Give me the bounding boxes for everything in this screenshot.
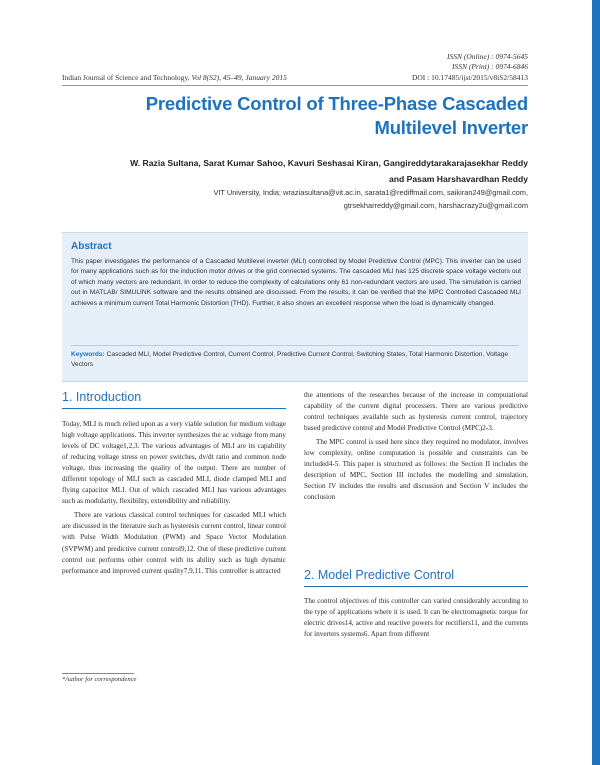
section-1-heading: 1. Introduction (62, 390, 142, 404)
journal-name: Indian Journal of Science and Technology, (62, 73, 190, 82)
intro-paragraph-3: the attentions of the researches because of the increase in computational capability of the current digital processers. There are various predictive control techniques available such as hysteresis current control, trajectory based predictive control and Model Predictive Control (MPC)2-3. (304, 391, 528, 433)
intro-paragraph-4: The MPC control is used here since they required no modulator, involves low complexity, online computation is possible and constraints can be included4-5. This paper is structured as follows: the Section II includes the description of MPC, Section III includes the modelling and simulation, Section IV includes the results and discussion and Section V includes the conclusion (304, 438, 528, 502)
issn-online: ISSN (Online) : 0974-5645 (446, 52, 528, 61)
author-line-2: and Pasam Harshavardhan Reddy (389, 174, 528, 184)
author-list (48, 155, 528, 187)
abstract-heading: Abstract (71, 241, 112, 252)
mpc-paragraph-1: The control objectives of this controller can varied considerably according to the type of applications where it is used. It can be electromagnetic torque for electric drives14, active and reactive powers for rectifiers11, and the currents for inverters systems6. Apart from different (304, 597, 528, 639)
affiliation-line-2: gtrsekharreddy@gmail.com, harshacrazy2u@gmail.com (343, 201, 528, 210)
abstract-divider (71, 345, 519, 346)
affiliation-line-1: VIT University, India; wraziasultana@vit.ac.in, sarata1@rediffmail.com, saikiran249@gmail.com, (213, 188, 528, 197)
section-1-rule (62, 408, 286, 409)
paper-title: Predictive Control of Three-Phase Cascaded Multilevel Inverter (145, 93, 528, 138)
right-column-text (304, 390, 528, 503)
journal-volume: Vol 8(S2), 45–49, January 2015 (191, 73, 287, 82)
intro-paragraph-1: Today, MLI is much relied upon as a very viable solution for medium voltage high voltage applications. This inverter synthesizes the ac voltage from many levels of DC voltage1,2,3. The various advantages of MLI are its capability of reducing voltage stress on power switches, dv/dt ratio and common node voltage, thus increasing the quality of the output. There are number of different topology of MLI such as cascaded MLI, diode clamped MLI and flying capacitor MLI. Out of which cascaded MLI has various advantages such as modularity, flexibility, extendibility and reliability. (62, 420, 286, 506)
intro-paragraph-2: There are various classical control techniques for cascaded MLI which are discussed in the literature such as hysteresis current control, linear control with Pulse Width Modulation (PWM) and Space Vector Modulation (SVPWM) and predictive current control9,12. Out of these predictive current control out performs other control with its ability such as high dynamic performance and improved current quality7,9,11. This controller is attracted (62, 511, 286, 575)
issn-block (447, 52, 528, 72)
page-edge-accent-bar (592, 0, 600, 765)
abstract-text: This paper investigates the performance of a Cascaded Multilevel inverter (MLI) controlled by Model Predictive Control (MPC). This inverter can be used for many applications such as for the induction motor drives or the grid connected systems. The cascaded MLI has 125 discrete space voltage vectors out of which many vectors are redundant. In order to reduce the complexity of calculations only 61 non-redundant vectors are used. The simulation is carried out in MATLAB/ SIMULINK software and the results obtained are discussed. From the results, it can be verified that the MPC Controlled Cascaded MLI achieves a minimum current Total Harmonic Distortion (THD). Further, it also shows an excellent response when the load is dynamically changed. (71, 258, 521, 307)
abstract-box (62, 232, 528, 382)
issn-print: ISSN (Print) : 0974-6846 (451, 62, 528, 71)
affiliation (108, 186, 528, 212)
left-column-text (62, 419, 286, 577)
footnote: *Author for correspondence (62, 676, 137, 683)
doi[interactable]: DOI : 10.17485/ijst/2015/v8iS2/58413 (411, 73, 528, 82)
author-line-1: W. Razia Sultana, Sarat Kumar Sahoo, Kavuri Seshasai Kiran, Gangireddytarakarajasekhar Reddy (130, 158, 528, 168)
section-2-text (304, 596, 528, 640)
keywords (71, 350, 521, 371)
keywords-label: Keywords: (71, 351, 105, 358)
section-2-rule (304, 586, 528, 587)
keywords-text: Cascaded MLI, Model Predictive Control, Current Control, Predictive Current Control, Switching States, Total Harmonic Distortion, Voltage Vectors (71, 351, 509, 369)
section-2-heading: 2. Model Predictive Control (304, 568, 455, 582)
header-divider (62, 85, 528, 86)
journal-citation (62, 73, 287, 82)
footnote-divider (62, 673, 134, 674)
